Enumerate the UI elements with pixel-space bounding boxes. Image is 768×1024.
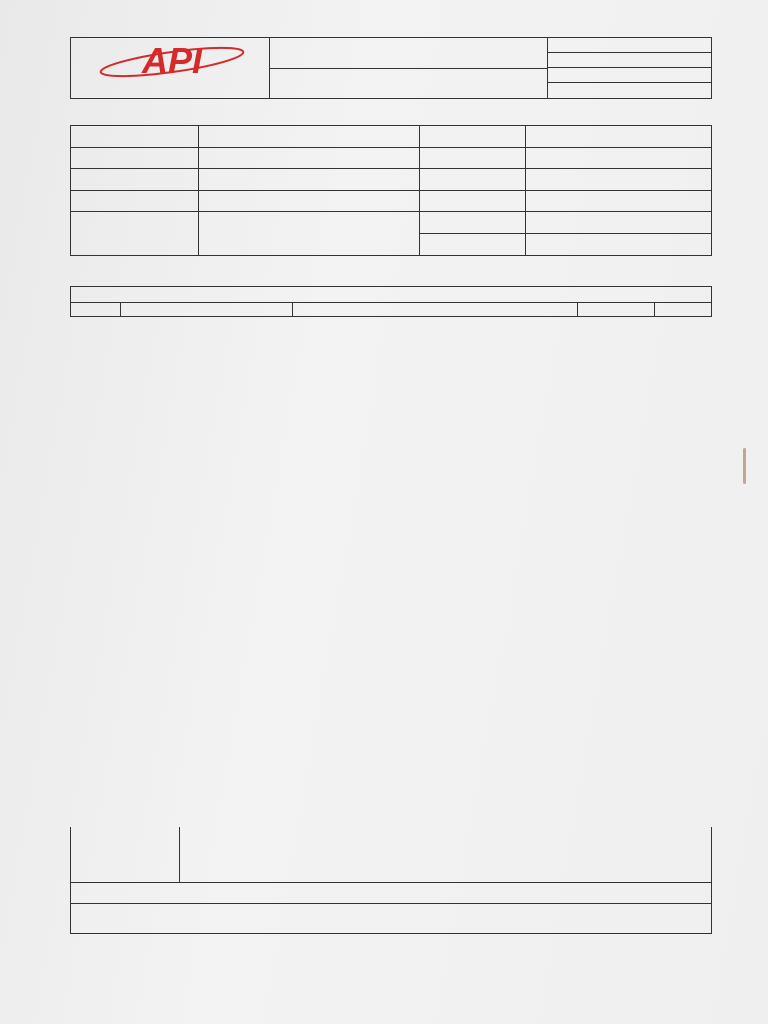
pilot-label (420, 147, 526, 169)
project-field[interactable] (198, 190, 420, 212)
scan-mark (743, 448, 746, 484)
project-label (71, 190, 199, 212)
header-divider (269, 68, 547, 69)
supervisor-label (420, 126, 526, 148)
col-item-header (120, 303, 292, 317)
col-description-header (292, 303, 578, 317)
supervisor-field[interactable] (526, 126, 712, 148)
logo-block (71, 38, 270, 98)
pilot-field[interactable] (526, 147, 712, 169)
co-pilot-label (420, 169, 526, 191)
checklist-section-title (70, 286, 712, 302)
col-indicative-header (578, 303, 655, 317)
flight-info-table (70, 125, 712, 256)
geophysicist-field[interactable] (526, 233, 712, 255)
col-status-header (655, 303, 712, 317)
date-label (71, 126, 199, 148)
co-pilot-field[interactable] (526, 169, 712, 191)
client-field[interactable] (198, 169, 420, 191)
date-field[interactable] (198, 126, 420, 148)
client-label (71, 169, 199, 191)
co-pilot-2-label (420, 190, 526, 212)
form-header (70, 37, 712, 99)
svg-text:API: API (141, 42, 203, 78)
flight-planner-field[interactable] (526, 212, 712, 234)
verify-divider (71, 903, 711, 904)
geophysicist-label (420, 233, 526, 255)
api-logo-icon (97, 42, 247, 78)
checklist-table (70, 302, 712, 317)
note-field[interactable] (179, 827, 712, 882)
revision-box (547, 38, 712, 98)
col-no-header (71, 303, 121, 317)
note-box (70, 827, 712, 883)
co-pilot-2-field[interactable] (526, 190, 712, 212)
job-code-label (71, 147, 199, 169)
location-label (71, 212, 199, 255)
location-field[interactable] (198, 212, 420, 255)
flight-planner-label (420, 212, 526, 234)
job-code-field[interactable] (198, 147, 420, 169)
verify-box (70, 882, 712, 934)
